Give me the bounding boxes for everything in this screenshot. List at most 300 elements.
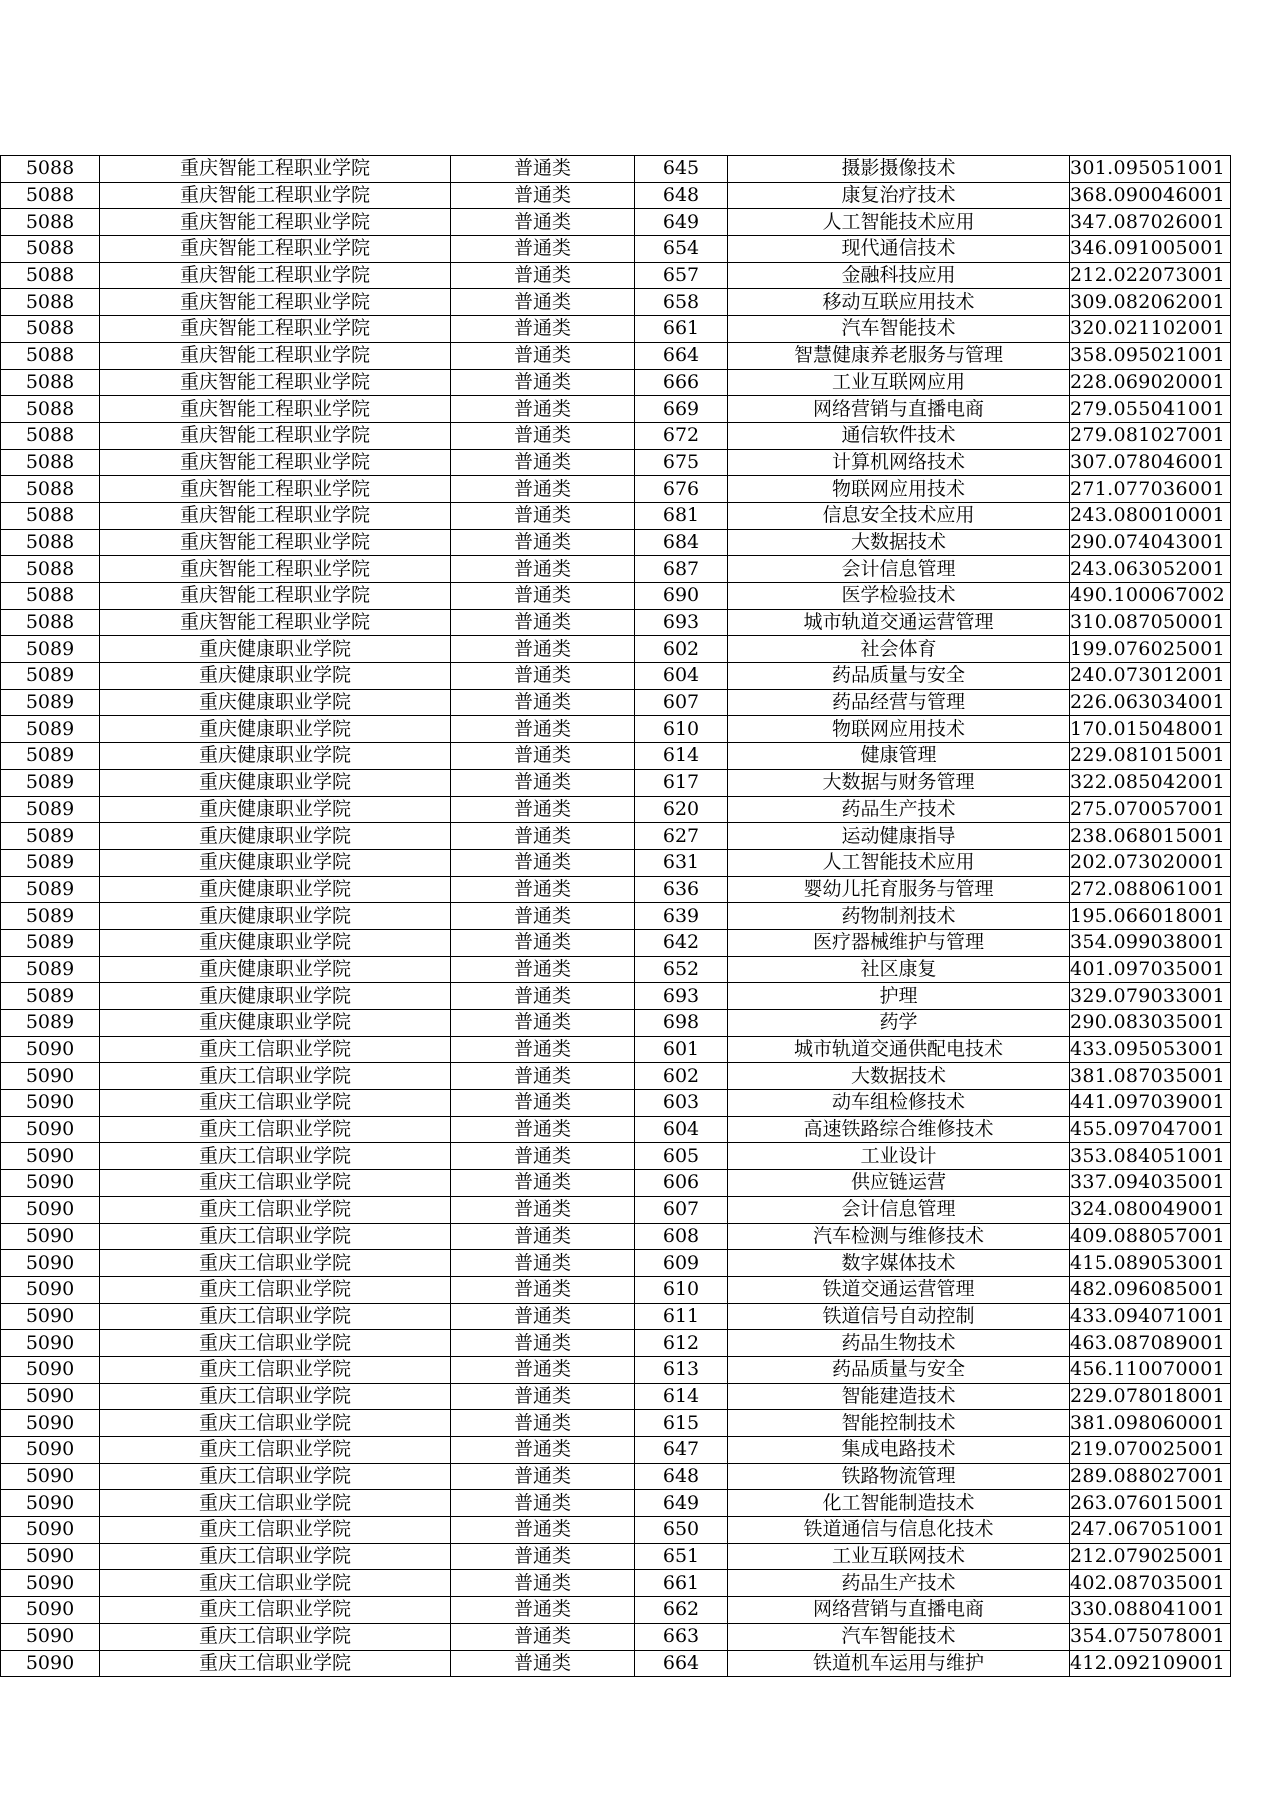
major-code-cell: 676	[635, 476, 728, 503]
score-cell: 354.099038001	[1070, 929, 1231, 956]
category-cell: 普通类	[451, 796, 635, 823]
score-cell: 381.087035001	[1070, 1063, 1231, 1090]
school-name-cell: 重庆工信职业学院	[100, 1223, 451, 1250]
table-row	[1, 556, 1231, 583]
school-code-cell: 5088	[1, 369, 100, 396]
score-cell: 219.070025001	[1070, 1437, 1231, 1464]
category-cell: 普通类	[451, 903, 635, 930]
score-cell: 212.079025001	[1070, 1543, 1231, 1570]
score-cell: 301.095051001	[1070, 156, 1231, 183]
score-cell: 347.087026001	[1070, 209, 1231, 236]
major-name-cell: 药品生产技术	[728, 1570, 1070, 1597]
major-name-cell: 高速铁路综合维修技术	[728, 1116, 1070, 1143]
category-cell: 普通类	[451, 1597, 635, 1624]
category-cell: 普通类	[451, 609, 635, 636]
major-code-cell: 657	[635, 262, 728, 289]
table-row	[1, 743, 1231, 770]
school-code-cell: 5089	[1, 823, 100, 850]
school-code-cell: 5090	[1, 1170, 100, 1197]
category-cell: 普通类	[451, 289, 635, 316]
school-code-cell: 5090	[1, 1570, 100, 1597]
category-cell: 普通类	[451, 769, 635, 796]
category-cell: 普通类	[451, 1410, 635, 1437]
category-cell: 普通类	[451, 236, 635, 263]
school-code-cell: 5088	[1, 182, 100, 209]
school-code-cell: 5088	[1, 262, 100, 289]
table-row	[1, 796, 1231, 823]
school-code-cell: 5089	[1, 636, 100, 663]
score-cell: 456.110070001	[1070, 1356, 1231, 1383]
major-code-cell: 601	[635, 1036, 728, 1063]
major-code-cell: 606	[635, 1170, 728, 1197]
score-cell: 275.070057001	[1070, 796, 1231, 823]
school-code-cell: 5090	[1, 1143, 100, 1170]
major-code-cell: 654	[635, 236, 728, 263]
score-cell: 490.100067002	[1070, 583, 1231, 610]
category-cell: 普通类	[451, 1437, 635, 1464]
table-row	[1, 1650, 1231, 1677]
school-code-cell: 5090	[1, 1490, 100, 1517]
major-code-cell: 662	[635, 1597, 728, 1624]
school-code-cell: 5088	[1, 289, 100, 316]
table-body	[1, 156, 1231, 1677]
category-cell: 普通类	[451, 743, 635, 770]
score-cell: 412.092109001	[1070, 1650, 1231, 1677]
school-name-cell: 重庆健康职业学院	[100, 796, 451, 823]
school-code-cell: 5090	[1, 1517, 100, 1544]
score-cell: 433.095053001	[1070, 1036, 1231, 1063]
school-name-cell: 重庆工信职业学院	[100, 1650, 451, 1677]
school-name-cell: 重庆健康职业学院	[100, 903, 451, 930]
major-code-cell: 693	[635, 983, 728, 1010]
major-code-cell: 650	[635, 1517, 728, 1544]
score-cell: 228.069020001	[1070, 369, 1231, 396]
major-name-cell: 铁道机车运用与维护	[728, 1650, 1070, 1677]
major-code-cell: 613	[635, 1356, 728, 1383]
school-code-cell: 5090	[1, 1223, 100, 1250]
table-row	[1, 1570, 1231, 1597]
category-cell: 普通类	[451, 209, 635, 236]
category-cell: 普通类	[451, 556, 635, 583]
school-code-cell: 5089	[1, 689, 100, 716]
major-code-cell: 615	[635, 1410, 728, 1437]
school-name-cell: 重庆工信职业学院	[100, 1463, 451, 1490]
category-cell: 普通类	[451, 1170, 635, 1197]
major-code-cell: 602	[635, 636, 728, 663]
school-code-cell: 5089	[1, 929, 100, 956]
table-row	[1, 1276, 1231, 1303]
major-code-cell: 672	[635, 422, 728, 449]
school-name-cell: 重庆智能工程职业学院	[100, 396, 451, 423]
category-cell: 普通类	[451, 182, 635, 209]
major-code-cell: 661	[635, 316, 728, 343]
major-code-cell: 649	[635, 209, 728, 236]
score-cell: 337.094035001	[1070, 1170, 1231, 1197]
school-code-cell: 5089	[1, 903, 100, 930]
category-cell: 普通类	[451, 636, 635, 663]
major-code-cell: 611	[635, 1303, 728, 1330]
major-name-cell: 药学	[728, 1010, 1070, 1037]
category-cell: 普通类	[451, 1276, 635, 1303]
school-name-cell: 重庆工信职业学院	[100, 1543, 451, 1570]
major-name-cell: 城市轨道交通供配电技术	[728, 1036, 1070, 1063]
table-row	[1, 1383, 1231, 1410]
category-cell: 普通类	[451, 369, 635, 396]
school-name-cell: 重庆智能工程职业学院	[100, 262, 451, 289]
school-name-cell: 重庆工信职业学院	[100, 1383, 451, 1410]
major-name-cell: 现代通信技术	[728, 236, 1070, 263]
major-name-cell: 药品生产技术	[728, 796, 1070, 823]
school-code-cell: 5088	[1, 342, 100, 369]
school-name-cell: 重庆工信职业学院	[100, 1063, 451, 1090]
table-row	[1, 182, 1231, 209]
major-code-cell: 693	[635, 609, 728, 636]
category-cell: 普通类	[451, 1650, 635, 1677]
major-name-cell: 城市轨道交通运营管理	[728, 609, 1070, 636]
major-code-cell: 609	[635, 1250, 728, 1277]
score-cell: 409.088057001	[1070, 1223, 1231, 1250]
school-code-cell: 5090	[1, 1303, 100, 1330]
category-cell: 普通类	[451, 1223, 635, 1250]
school-code-cell: 5088	[1, 396, 100, 423]
score-cell: 330.088041001	[1070, 1597, 1231, 1624]
table-row	[1, 529, 1231, 556]
major-name-cell: 物联网应用技术	[728, 716, 1070, 743]
category-cell: 普通类	[451, 1517, 635, 1544]
category-cell: 普通类	[451, 156, 635, 183]
major-name-cell: 药品经营与管理	[728, 689, 1070, 716]
admission-score-table	[0, 155, 1231, 1677]
category-cell: 普通类	[451, 663, 635, 690]
major-name-cell: 智能控制技术	[728, 1410, 1070, 1437]
school-name-cell: 重庆健康职业学院	[100, 956, 451, 983]
score-cell: 415.089053001	[1070, 1250, 1231, 1277]
major-name-cell: 人工智能技术应用	[728, 849, 1070, 876]
school-code-cell: 5090	[1, 1090, 100, 1117]
table-row	[1, 1170, 1231, 1197]
school-code-cell: 5090	[1, 1036, 100, 1063]
table-row	[1, 1410, 1231, 1437]
major-code-cell: 664	[635, 1650, 728, 1677]
school-code-cell: 5088	[1, 476, 100, 503]
school-name-cell: 重庆健康职业学院	[100, 636, 451, 663]
school-code-cell: 5088	[1, 156, 100, 183]
school-name-cell: 重庆健康职业学院	[100, 743, 451, 770]
table-row	[1, 396, 1231, 423]
major-name-cell: 集成电路技术	[728, 1437, 1070, 1464]
table-row	[1, 1330, 1231, 1357]
major-name-cell: 工业互联网应用	[728, 369, 1070, 396]
table-row	[1, 849, 1231, 876]
table-row	[1, 1437, 1231, 1464]
major-code-cell: 698	[635, 1010, 728, 1037]
category-cell: 普通类	[451, 1143, 635, 1170]
table-row	[1, 1090, 1231, 1117]
school-code-cell: 5090	[1, 1196, 100, 1223]
table-row	[1, 1223, 1231, 1250]
school-code-cell: 5088	[1, 529, 100, 556]
score-cell: 199.076025001	[1070, 636, 1231, 663]
major-name-cell: 信息安全技术应用	[728, 502, 1070, 529]
major-code-cell: 603	[635, 1090, 728, 1117]
category-cell: 普通类	[451, 876, 635, 903]
school-name-cell: 重庆智能工程职业学院	[100, 502, 451, 529]
school-code-cell: 5090	[1, 1063, 100, 1090]
table-row	[1, 1623, 1231, 1650]
score-cell: 226.063034001	[1070, 689, 1231, 716]
score-cell: 368.090046001	[1070, 182, 1231, 209]
table-row	[1, 929, 1231, 956]
score-cell: 279.055041001	[1070, 396, 1231, 423]
score-cell: 310.087050001	[1070, 609, 1231, 636]
major-name-cell: 健康管理	[728, 743, 1070, 770]
school-code-cell: 5088	[1, 422, 100, 449]
major-name-cell: 医疗器械维护与管理	[728, 929, 1070, 956]
score-cell: 309.082062001	[1070, 289, 1231, 316]
score-cell: 289.088027001	[1070, 1463, 1231, 1490]
school-code-cell: 5090	[1, 1437, 100, 1464]
score-cell: 243.063052001	[1070, 556, 1231, 583]
school-name-cell: 重庆工信职业学院	[100, 1276, 451, 1303]
major-name-cell: 网络营销与直播电商	[728, 1597, 1070, 1624]
score-cell: 401.097035001	[1070, 956, 1231, 983]
major-code-cell: 647	[635, 1437, 728, 1464]
school-name-cell: 重庆智能工程职业学院	[100, 236, 451, 263]
score-cell: 358.095021001	[1070, 342, 1231, 369]
category-cell: 普通类	[451, 823, 635, 850]
score-cell: 229.081015001	[1070, 743, 1231, 770]
table-row	[1, 609, 1231, 636]
score-cell: 320.021102001	[1070, 316, 1231, 343]
major-name-cell: 汽车智能技术	[728, 316, 1070, 343]
school-code-cell: 5089	[1, 663, 100, 690]
school-name-cell: 重庆智能工程职业学院	[100, 583, 451, 610]
major-name-cell: 人工智能技术应用	[728, 209, 1070, 236]
table-row	[1, 369, 1231, 396]
school-name-cell: 重庆智能工程职业学院	[100, 316, 451, 343]
table-row	[1, 289, 1231, 316]
category-cell: 普通类	[451, 716, 635, 743]
score-cell: 482.096085001	[1070, 1276, 1231, 1303]
school-name-cell: 重庆工信职业学院	[100, 1143, 451, 1170]
score-cell: 195.066018001	[1070, 903, 1231, 930]
score-cell: 463.087089001	[1070, 1330, 1231, 1357]
major-code-cell: 604	[635, 1116, 728, 1143]
major-name-cell: 计算机网络技术	[728, 449, 1070, 476]
table-row	[1, 1303, 1231, 1330]
major-name-cell: 大数据技术	[728, 1063, 1070, 1090]
table-row	[1, 1490, 1231, 1517]
school-name-cell: 重庆智能工程职业学院	[100, 209, 451, 236]
score-cell: 202.073020001	[1070, 849, 1231, 876]
major-name-cell: 物联网应用技术	[728, 476, 1070, 503]
table-row	[1, 1517, 1231, 1544]
category-cell: 普通类	[451, 316, 635, 343]
major-code-cell: 602	[635, 1063, 728, 1090]
school-code-cell: 5090	[1, 1597, 100, 1624]
school-code-cell: 5088	[1, 502, 100, 529]
school-code-cell: 5089	[1, 956, 100, 983]
table-row	[1, 1250, 1231, 1277]
table-row	[1, 876, 1231, 903]
table-row	[1, 1196, 1231, 1223]
score-cell: 212.022073001	[1070, 262, 1231, 289]
major-name-cell: 护理	[728, 983, 1070, 1010]
table-row	[1, 342, 1231, 369]
table-row	[1, 502, 1231, 529]
category-cell: 普通类	[451, 449, 635, 476]
major-code-cell: 664	[635, 342, 728, 369]
major-name-cell: 药品生物技术	[728, 1330, 1070, 1357]
school-name-cell: 重庆工信职业学院	[100, 1410, 451, 1437]
table-row	[1, 209, 1231, 236]
major-code-cell: 607	[635, 1196, 728, 1223]
major-code-cell: 617	[635, 769, 728, 796]
school-name-cell: 重庆智能工程职业学院	[100, 369, 451, 396]
major-code-cell: 607	[635, 689, 728, 716]
school-name-cell: 重庆智能工程职业学院	[100, 156, 451, 183]
school-code-cell: 5088	[1, 609, 100, 636]
major-name-cell: 摄影摄像技术	[728, 156, 1070, 183]
score-cell: 329.079033001	[1070, 983, 1231, 1010]
school-name-cell: 重庆工信职业学院	[100, 1356, 451, 1383]
score-cell: 247.067051001	[1070, 1517, 1231, 1544]
major-code-cell: 648	[635, 1463, 728, 1490]
major-code-cell: 642	[635, 929, 728, 956]
score-cell: 271.077036001	[1070, 476, 1231, 503]
category-cell: 普通类	[451, 929, 635, 956]
major-code-cell: 658	[635, 289, 728, 316]
category-cell: 普通类	[451, 1063, 635, 1090]
major-name-cell: 铁道信号自动控制	[728, 1303, 1070, 1330]
major-name-cell: 移动互联应用技术	[728, 289, 1070, 316]
major-code-cell: 669	[635, 396, 728, 423]
school-code-cell: 5089	[1, 849, 100, 876]
major-name-cell: 大数据技术	[728, 529, 1070, 556]
school-name-cell: 重庆工信职业学院	[100, 1196, 451, 1223]
major-code-cell: 631	[635, 849, 728, 876]
table-row	[1, 823, 1231, 850]
table-row	[1, 1543, 1231, 1570]
major-name-cell: 药物制剂技术	[728, 903, 1070, 930]
score-cell: 346.091005001	[1070, 236, 1231, 263]
school-name-cell: 重庆工信职业学院	[100, 1116, 451, 1143]
table-row	[1, 1463, 1231, 1490]
category-cell: 普通类	[451, 1543, 635, 1570]
major-code-cell: 652	[635, 956, 728, 983]
major-name-cell: 化工智能制造技术	[728, 1490, 1070, 1517]
table-row	[1, 1010, 1231, 1037]
score-cell: 263.076015001	[1070, 1490, 1231, 1517]
major-name-cell: 金融科技应用	[728, 262, 1070, 289]
school-name-cell: 重庆健康职业学院	[100, 1010, 451, 1037]
school-name-cell: 重庆智能工程职业学院	[100, 476, 451, 503]
school-name-cell: 重庆工信职业学院	[100, 1570, 451, 1597]
category-cell: 普通类	[451, 1570, 635, 1597]
category-cell: 普通类	[451, 1490, 635, 1517]
school-name-cell: 重庆工信职业学院	[100, 1303, 451, 1330]
major-name-cell: 供应链运营	[728, 1170, 1070, 1197]
school-name-cell: 重庆工信职业学院	[100, 1517, 451, 1544]
table-row	[1, 1063, 1231, 1090]
school-code-cell: 5090	[1, 1356, 100, 1383]
category-cell: 普通类	[451, 849, 635, 876]
school-code-cell: 5088	[1, 316, 100, 343]
school-name-cell: 重庆健康职业学院	[100, 689, 451, 716]
school-name-cell: 重庆工信职业学院	[100, 1437, 451, 1464]
major-code-cell: 620	[635, 796, 728, 823]
major-code-cell: 612	[635, 1330, 728, 1357]
category-cell: 普通类	[451, 956, 635, 983]
major-code-cell: 675	[635, 449, 728, 476]
table-row	[1, 422, 1231, 449]
school-name-cell: 重庆智能工程职业学院	[100, 422, 451, 449]
school-code-cell: 5089	[1, 716, 100, 743]
category-cell: 普通类	[451, 583, 635, 610]
table-row	[1, 449, 1231, 476]
major-name-cell: 智慧健康养老服务与管理	[728, 342, 1070, 369]
school-code-cell: 5089	[1, 796, 100, 823]
school-name-cell: 重庆健康职业学院	[100, 823, 451, 850]
school-code-cell: 5090	[1, 1410, 100, 1437]
school-code-cell: 5090	[1, 1276, 100, 1303]
major-name-cell: 汽车检测与维修技术	[728, 1223, 1070, 1250]
score-cell: 322.085042001	[1070, 769, 1231, 796]
major-code-cell: 605	[635, 1143, 728, 1170]
category-cell: 普通类	[451, 1036, 635, 1063]
category-cell: 普通类	[451, 1090, 635, 1117]
major-name-cell: 会计信息管理	[728, 556, 1070, 583]
major-code-cell: 639	[635, 903, 728, 930]
school-code-cell: 5088	[1, 556, 100, 583]
school-code-cell: 5088	[1, 209, 100, 236]
school-name-cell: 重庆工信职业学院	[100, 1250, 451, 1277]
major-name-cell: 网络营销与直播电商	[728, 396, 1070, 423]
category-cell: 普通类	[451, 1196, 635, 1223]
major-name-cell: 工业互联网技术	[728, 1543, 1070, 1570]
score-cell: 240.073012001	[1070, 663, 1231, 690]
table-row	[1, 476, 1231, 503]
school-code-cell: 5088	[1, 449, 100, 476]
table-row	[1, 689, 1231, 716]
score-cell: 307.078046001	[1070, 449, 1231, 476]
table-row	[1, 262, 1231, 289]
score-cell: 290.083035001	[1070, 1010, 1231, 1037]
major-code-cell: 661	[635, 1570, 728, 1597]
major-name-cell: 工业设计	[728, 1143, 1070, 1170]
major-code-cell: 681	[635, 502, 728, 529]
major-code-cell: 610	[635, 716, 728, 743]
major-code-cell: 645	[635, 156, 728, 183]
score-cell: 441.097039001	[1070, 1090, 1231, 1117]
major-code-cell: 663	[635, 1623, 728, 1650]
table-row	[1, 583, 1231, 610]
school-code-cell: 5090	[1, 1250, 100, 1277]
major-code-cell: 610	[635, 1276, 728, 1303]
score-cell: 238.068015001	[1070, 823, 1231, 850]
school-name-cell: 重庆工信职业学院	[100, 1170, 451, 1197]
table-row	[1, 636, 1231, 663]
school-code-cell: 5090	[1, 1543, 100, 1570]
category-cell: 普通类	[451, 262, 635, 289]
category-cell: 普通类	[451, 1356, 635, 1383]
school-name-cell: 重庆健康职业学院	[100, 769, 451, 796]
table-row	[1, 1036, 1231, 1063]
category-cell: 普通类	[451, 1303, 635, 1330]
major-name-cell: 铁道通信与信息化技术	[728, 1517, 1070, 1544]
score-cell: 243.080010001	[1070, 502, 1231, 529]
school-name-cell: 重庆智能工程职业学院	[100, 609, 451, 636]
